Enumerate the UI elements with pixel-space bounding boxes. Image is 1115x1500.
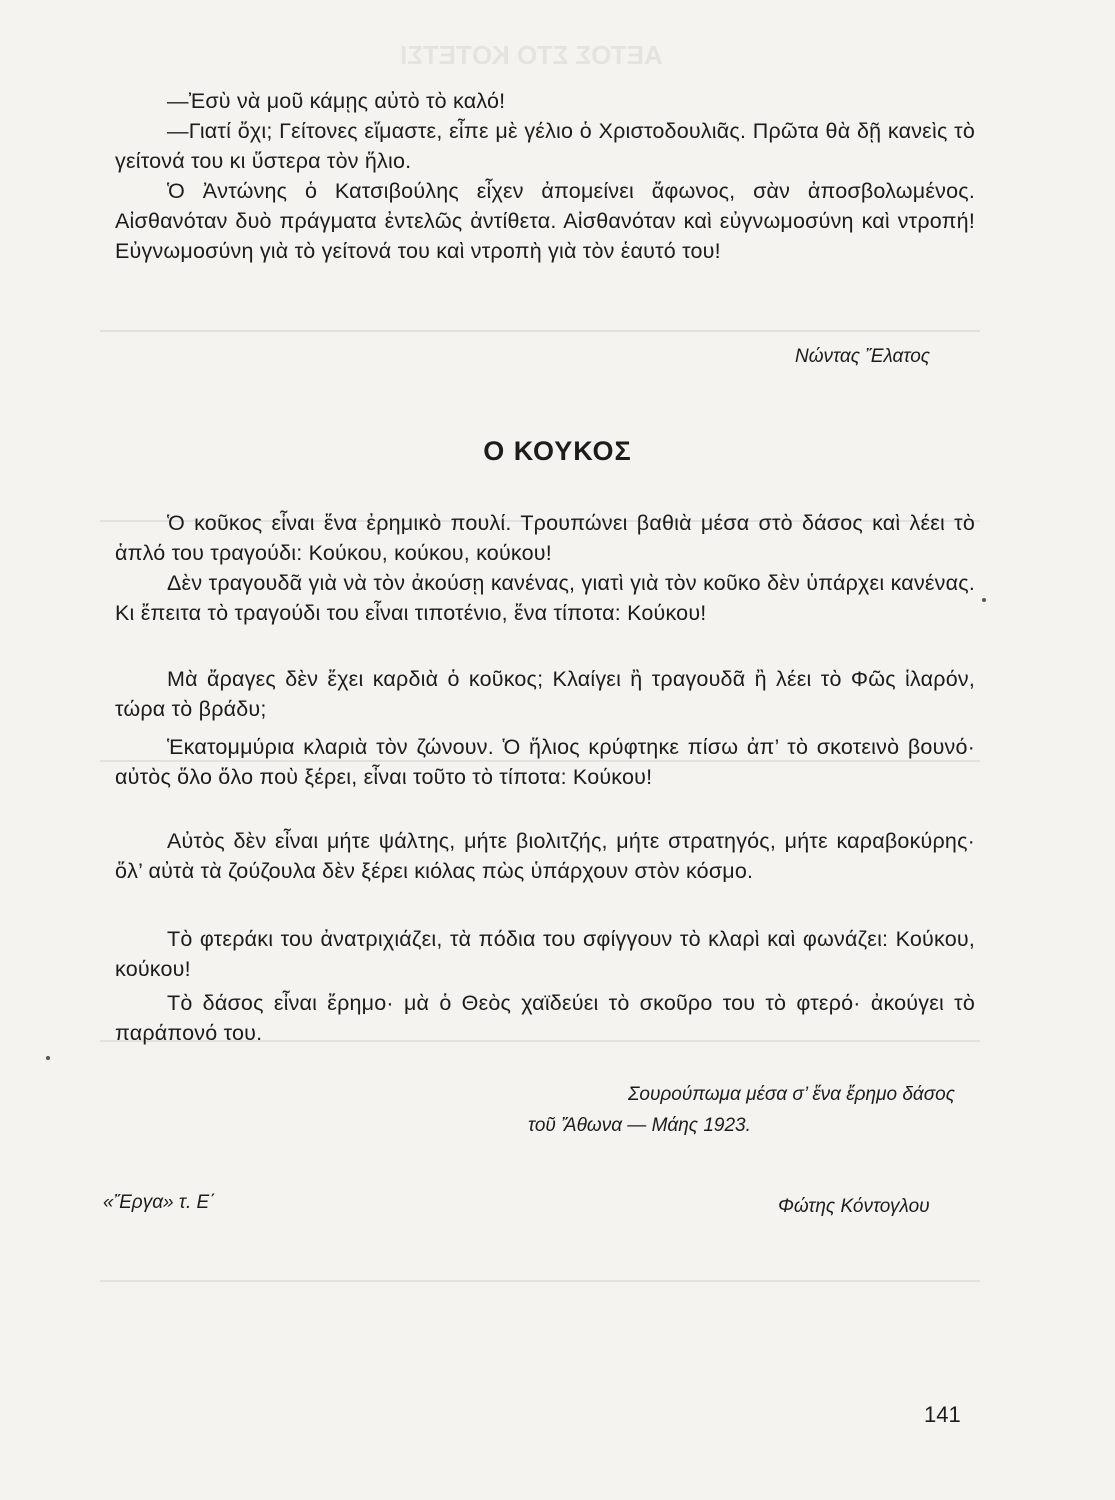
story-paragraph-4: Ἑκατομμύρια κλαριὰ τὸν ζώνουν. Ὁ ἥλιος κρύφτηκε πίσω ἀπ’ τὸ σκοτεινὸ βουνό· αὐτὸς ὅλο ὅλο ποὺ ξέρει, εἶναι τοῦτο τὸ τίποτα: Κούκου!	[115, 735, 975, 789]
place-line-2: τοῦ Ἄθωνα — Μάης 1923.	[528, 1115, 751, 1136]
top-paragraph-1: —Ἐσὺ νὰ μοῦ κάμῃς αὐτὸ τὸ καλό!	[167, 89, 506, 113]
top-author: Νώντας Ἔλατος	[795, 346, 931, 367]
place-line-1: Σουρούπωμα μέσα σ’ ἕνα ἔρημο δάσος	[628, 1084, 955, 1105]
speck-mark	[982, 598, 986, 602]
speck-mark	[46, 1056, 50, 1060]
story-paragraph-6: Τὸ φτεράκι του ἀνατριχιάζει, τὰ πόδια του σφίγγουν τὸ κλαρὶ καὶ φωνάζει: Κούκου, κούκου!	[115, 927, 975, 981]
story-paragraph-7: Τὸ δάσος εἶναι ἔρημο· μὰ ὁ Θεὸς χαϊδεύει τὸ σκοῦρο του τὸ φτερό· ἀκούγει τὸ παράπονό του.	[115, 991, 975, 1045]
top-paragraph-3: Ὁ Ἀντώνης ὁ Κατσιβούλης εἶχεν ἀπομείνει ἄφωνος, σὰν ἀποσβολωμένος. Αἰσθανόταν δυὸ πράγματα ἐντελῶς ἀντίθετα. Αἰσθανόταν καὶ εὐγνωμοσύνη καὶ ντροπή! Εὐγνωμοσύνη γιὰ τὸ γείτονά του καὶ ντροπὴ γιὰ τὸν ἑαυτό του!	[115, 179, 975, 263]
show-through-texture: ΑΕΤΟΣ ΣΤΟ ΚΟΤΕΤΣΙ	[0, 0, 1115, 1500]
story-paragraph-1: Ὁ κοῦκος εἶναι ἕνα ἐρημικὸ πουλί. Τρουπώνει βαθιὰ μέσα στὸ δάσος καὶ λέει τὸ ἁπλό του τραγούδι: Κούκου, κούκου, κούκου!	[115, 511, 975, 565]
source-reference: «Ἔργα» τ. Ε΄	[103, 1192, 216, 1213]
story-title: Ο ΚΟΥΚΟΣ	[483, 436, 632, 466]
page-number: 141	[924, 1402, 961, 1427]
story-author: Φώτης Κόντογλου	[778, 1196, 930, 1217]
story-paragraph-3: Μὰ ἄραγες δὲν ἔχει καρδιὰ ὁ κοῦκος; Κλαίγει ἢ τραγουδᾶ ἢ λέει τὸ Φῶς ἱλαρόν, τώρα τὸ βράδυ;	[115, 667, 975, 721]
story-paragraph-5: Αὐτὸς δὲν εἶναι μήτε ψάλτης, μήτε βιολιτζής, μήτε στρατηγός, μήτε καραβοκύρης· ὅλ’ αὐτὰ τὰ ζούζουλα δὲν ξέρει κιόλας πὼς ὑπάρχουν στὸν κόσμο.	[115, 829, 975, 883]
top-paragraph-2: —Γιατί ὄχι; Γείτονες εἴμαστε, εἶπε μὲ γέλιο ὁ Χριστοδουλιᾶς. Πρῶτα θὰ δῇ κανεὶς τὸ γείτονά του κι ὕστερα τὸν ἥλιο.	[115, 119, 975, 173]
story-paragraph-2: Δὲν τραγουδᾶ γιὰ νὰ τὸν ἀκούσῃ κανένας, γιατὶ γιὰ τὸν κοῦκο δὲν ὑπάρχει κανένας. Κι ἔπειτα τὸ τραγούδι του εἶναι τιποτένιο, ἕνα τίποτα: Κούκου!	[115, 571, 975, 625]
